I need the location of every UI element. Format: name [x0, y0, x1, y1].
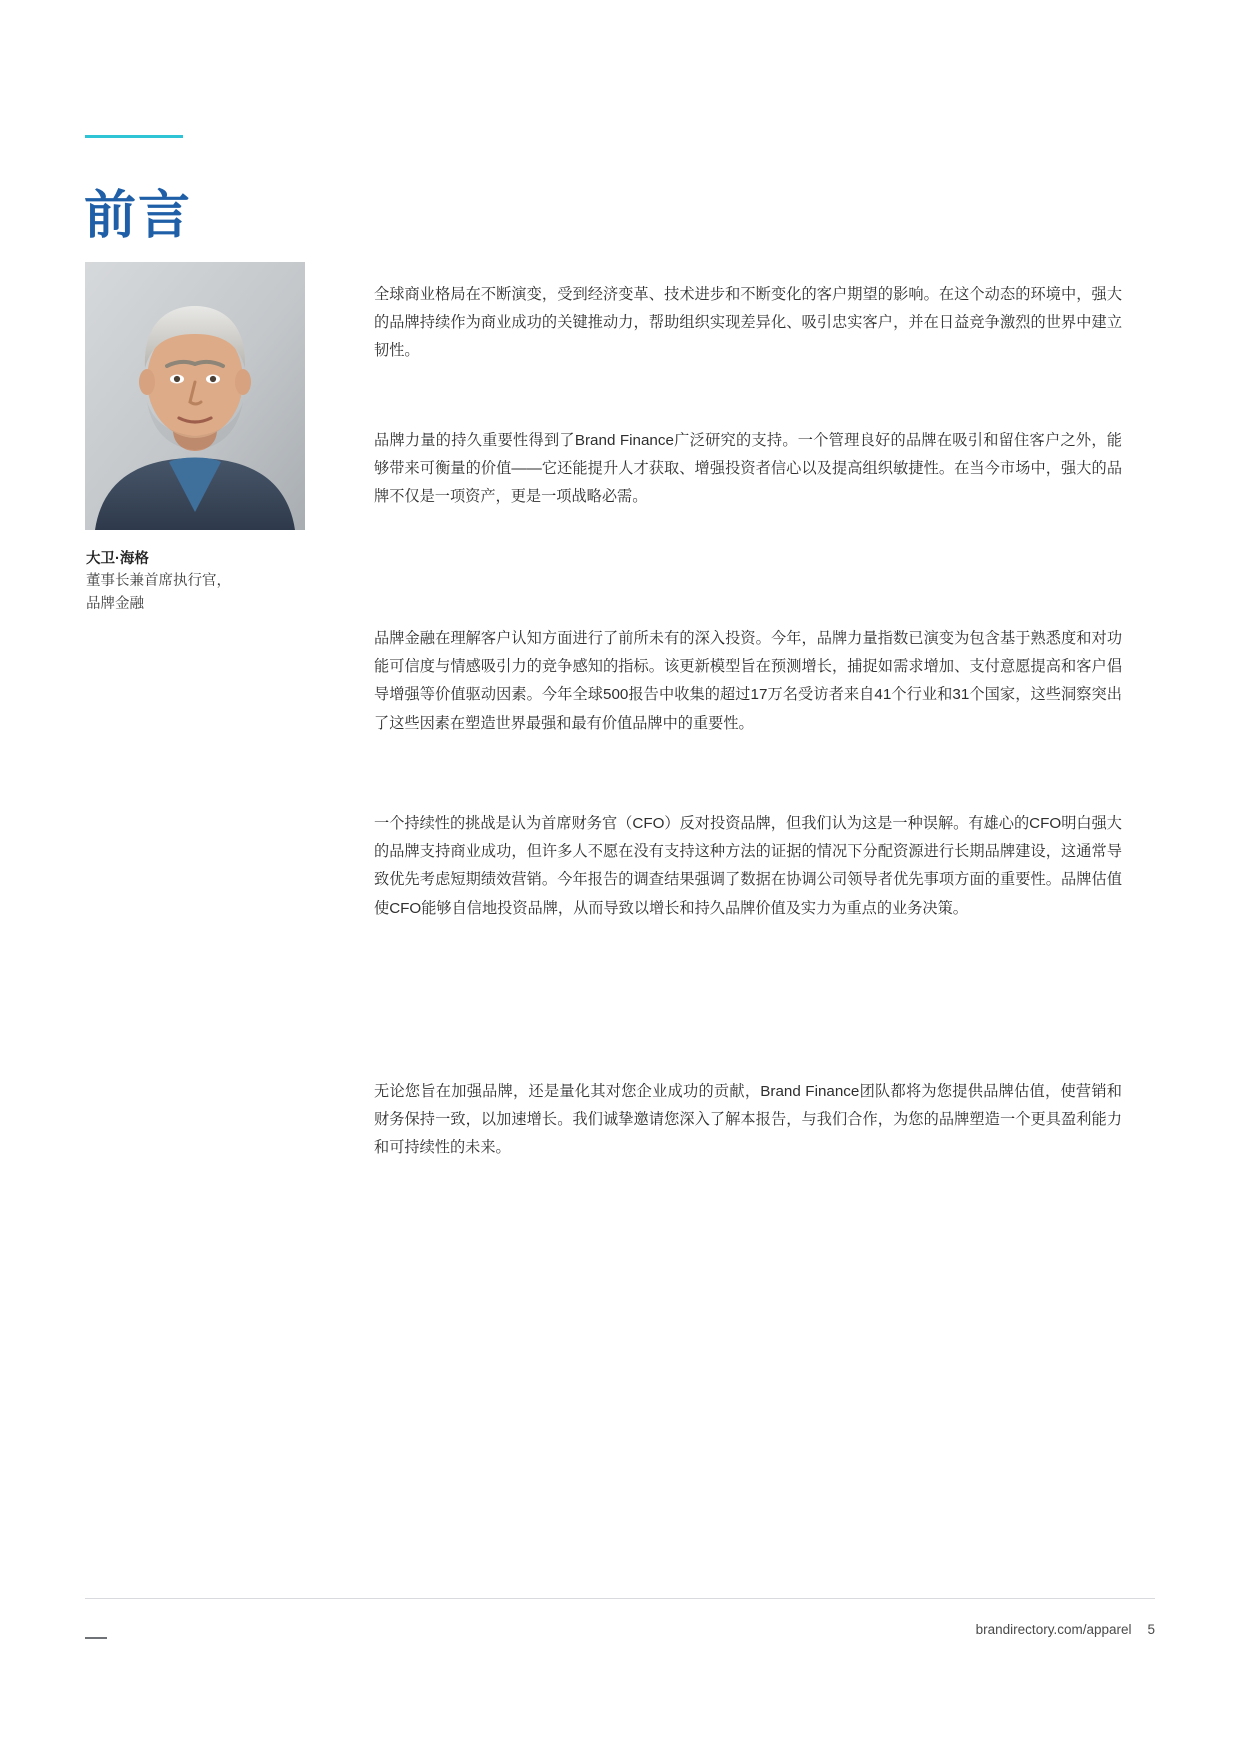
- page-number: 5: [1147, 1622, 1155, 1637]
- author-portrait: [85, 262, 305, 530]
- footer: [976, 1622, 1155, 1637]
- author-caption: [86, 548, 316, 615]
- author-role: 董事长兼首席执行官，: [86, 573, 231, 590]
- footer-divider: [85, 1598, 1155, 1599]
- accent-rule: [85, 135, 183, 138]
- body-paragraph-3: 品牌金融在理解客户认知方面进行了前所未有的深入投资。今年，品牌力量指数已演变为包含基于熟悉度和对功能可信度与情感吸引力的竞争感知的指标。该更新模型旨在预测增长，捕捉如需求增加、支付意愿提高和客户倡导增强等价值驱动因素。今年全球500报告中收集的超过17万名受访者来自41个行业和31个国家，这些洞察突出了这些因素在塑造世界最强和最有价值品牌中的重要性。: [374, 630, 1122, 732]
- author-name: 大卫·海格: [86, 551, 149, 567]
- body-paragraph-1: 全球商业格局在不断演变，受到经济变革、技术进步和不断变化的客户期望的影响。在这个动态的环境中，强大的品牌持续作为商业成功的关键推动力，帮助组织实现差异化、吸引忠实客户，并在日益竞争激烈的世界中建立韧性。: [374, 286, 1122, 360]
- footer-dash-mark: [85, 1637, 107, 1639]
- author-organisation: 品牌金融: [86, 595, 144, 612]
- body-paragraph-5: 无论您旨在加强品牌，还是量化其对您企业成功的贡献，Brand Finance团队都将为您提供品牌估值，使营销和财务保持一致，以加速增长。我们诚挚邀请您深入了解本报告，与我们合作，为您的品牌塑造一个更具盈利能力和可持续性的未来。: [374, 1083, 1122, 1157]
- footer-website[interactable]: brandirectory.com/apparel: [975, 1622, 1132, 1637]
- body-paragraph-2: 品牌力量的持久重要性得到了Brand Finance广泛研究的支持。一个管理良好的品牌在吸引和留住客户之外，能够带来可衡量的价值——它还能提升人才获取、增强投资者信心以及提高组织敏捷性。在当今市场中，强大的品牌不仅是一项资产，更是一项战略必需。: [374, 432, 1122, 506]
- body-paragraph-4: 一个持续性的挑战是认为首席财务官（CFO）反对投资品牌，但我们认为这是一种误解。有雄心的CFO明白强大的品牌支持商业成功，但许多人不愿在没有支持这种方法的证据的情况下分配资源进行长期品牌建设，这通常导致优先考虑短期绩效营销。今年报告的调查结果强调了数据在协调公司领导者优先事项方面的重要性。品牌估值使CFO能够自信地投资品牌，从而导致以增长和持久品牌价值及实力为重点的业务决策。: [374, 815, 1122, 917]
- portrait-image: [85, 262, 305, 530]
- page-title: 前言: [84, 186, 193, 245]
